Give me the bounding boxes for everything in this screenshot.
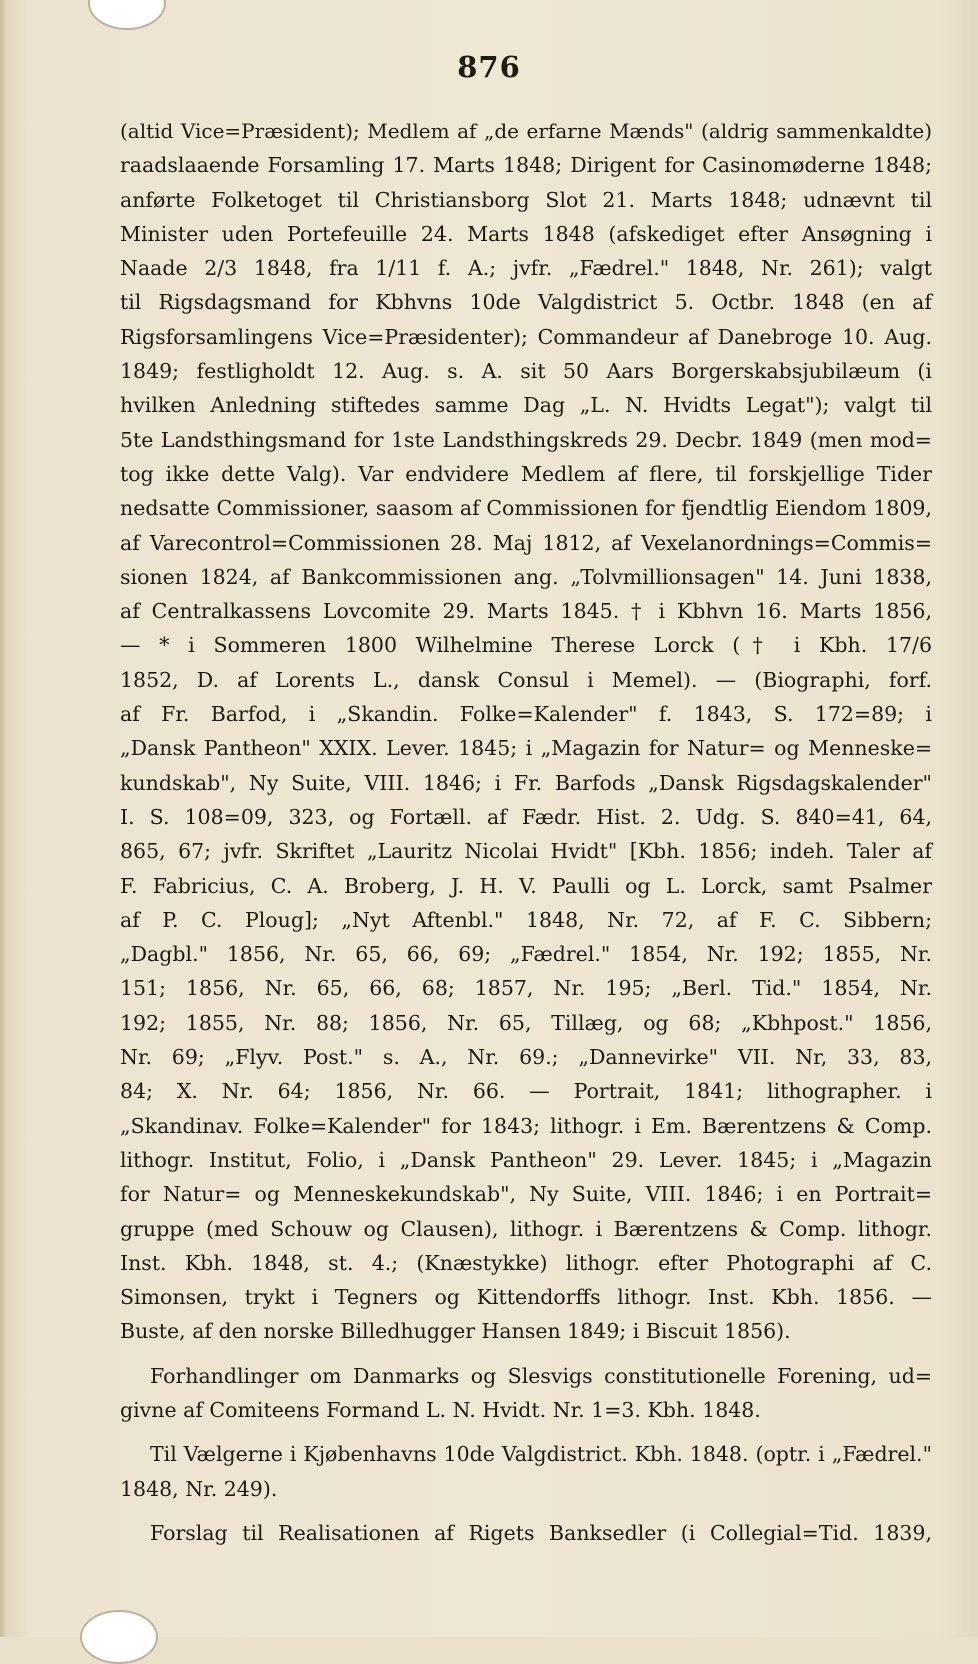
text-line: tog ikke dette Valg). Var endvidere Medlem af flere, til forskjellige Tider: [120, 461, 932, 486]
text-line: 5te Landsthingsmand for 1ste Landsthingskreds 29. Decbr. 1849 (men mod=: [120, 427, 932, 452]
text-line: — * i Sommeren 1800 Wilhelmine Therese Lorck († i Kbh. 17/6: [120, 633, 932, 658]
text-line: sionen 1824, af Bankcommissionen ang. „Tolvmillionsagen" 14. Juni 1838,: [120, 564, 932, 589]
text-line: af Fr. Barfod, i „Skandin. Folke=Kalender" f. 1843, S. 172=89; i: [120, 702, 932, 727]
text-line: af P. C. Ploug]; „Nyt Aftenbl." 1848, Nr. 72, af F. C. Sibbern;: [120, 907, 932, 932]
text-line: lithogr. Institut, Folio, i „Dansk Pantheon" 29. Lever. 1845; i „Magazin: [120, 1147, 932, 1172]
text-line: F. Fabricius, C. A. Broberg, J. H. V. Paulli og L. Lorck, samt Psalmer: [120, 873, 932, 898]
text-line: Forslag til Realisationen af Rigets Banksedler (i Collegial=Tid. 1839,: [150, 1520, 932, 1545]
text-line: 1849; festligholdt 12. Aug. s. A. sit 50 Aars Borgerskabsjubilæum (i: [120, 359, 932, 384]
text-line: anførte Folketoget til Christiansborg Slot 21. Marts 1848; udnævnt til: [120, 187, 932, 212]
biography-text: [120, 114, 932, 1550]
text-line: Forhandlinger om Danmarks og Slesvigs constitutionelle Forening, ud=: [150, 1363, 932, 1388]
text-line: af Centralkassens Lovcomite 29. Marts 1845. † i Kbhvn 16. Marts 1856,: [120, 599, 932, 624]
text-line: „Dagbl." 1856, Nr. 65, 66, 69; „Fædrel." 1854, Nr. 192; 1855, Nr.: [120, 942, 932, 967]
punch-hole-top: [88, 0, 166, 30]
text-line: „Skandinav. Folke=Kalender" for 1843; lithogr. i Em. Bærentzens & Comp.: [120, 1113, 932, 1138]
text-line: Minister uden Portefeuille 24. Marts 1848 (afskediget efter Ansøgning i: [120, 221, 932, 246]
text-line: 192; 1855, Nr. 88; 1856, Nr. 65, Tillæg, og 68; „Kbhpost." 1856,: [120, 1010, 932, 1035]
text-line: Buste, af den norske Billedhugger Hansen 1849; i Biscuit 1856).: [120, 1319, 791, 1344]
bibliography-entry: [120, 1437, 932, 1506]
text-line: gruppe (med Schouw og Clausen), lithogr. i Bærentzens & Comp. lithogr.: [120, 1216, 932, 1241]
text-line: for Natur= og Menneskekundskab", Ny Suite, VIII. 1846; i en Portrait=: [120, 1182, 932, 1207]
text-line: 84; X. Nr. 64; 1856, Nr. 66. — Portrait, 1841; lithographer. i: [120, 1079, 932, 1104]
page-edge-shadow: [0, 0, 6, 1637]
bibliography-entry: [120, 1516, 932, 1550]
text-line: Rigsforsamlingens Vice=Præsidenter); Commandeur af Danebroge 10. Aug.: [120, 324, 932, 349]
text-line: Inst. Kbh. 1848, st. 4.; (Knæstykke) lithogr. efter Photographi af C.: [120, 1250, 932, 1275]
text-line: til Rigsdagsmand for Kbhvns 10de Valgdistrict 5. Octbr. 1848 (en af: [120, 290, 932, 315]
text-line: Simonsen, trykt i Tegners og Kittendorffs lithogr. Inst. Kbh. 1856. —: [120, 1285, 932, 1310]
text-line: kundskab", Ny Suite, VIII. 1846; i Fr. Barfods „Dansk Rigsdagskalender": [120, 770, 932, 795]
text-line: Til Vælgerne i Kjøbenhavns 10de Valgdistrict. Kbh. 1848. (optr. i „Fædrel.": [150, 1442, 932, 1467]
text-line: nedsatte Commissioner, saasom af Commissionen for fjendtlig Eiendom 1809,: [120, 496, 932, 521]
text-line: 1848, Nr. 249).: [120, 1476, 278, 1501]
text-line: „Dansk Pantheon" XXIX. Lever. 1845; i „Magazin for Natur= og Menneske=: [120, 736, 932, 761]
text-line: Naade 2/3 1848, fra 1/11 f. A.; jvfr. „Fædrel." 1848, Nr. 261); valgt: [120, 256, 932, 281]
text-line: (altid Vice=Præsident); Medlem af „de erfarne Mænds" (aldrig sammenkaldte): [120, 119, 932, 143]
text-line: hvilken Anledning stiftedes samme Dag „L. N. Hvidts Legat"); valgt til: [120, 393, 932, 418]
bibliography-entry: [120, 1359, 932, 1428]
text-line: raadslaaende Forsamling 17. Marts 1848; Dirigent for Casinomøderne 1848;: [120, 153, 932, 178]
punch-hole-bottom: [80, 1610, 158, 1664]
page-number: 876: [457, 50, 521, 84]
text-line: af Varecontrol=Commissionen 28. Maj 1812, af Vexelanordnings=Commis=: [120, 530, 932, 555]
text-line: Nr. 69; „Flyv. Post." s. A., Nr. 69.; „Dannevirke" VII. Nr, 33, 83,: [120, 1045, 932, 1070]
text-line: 865, 67; jvfr. Skriftet „Lauritz Nicolai Hvidt" [Kbh. 1856; indeh. Taler af: [120, 839, 932, 864]
text-line: I. S. 108=09, 323, og Fortæll. af Fædr. Hist. 2. Udg. S. 840=41, 64,: [120, 804, 932, 829]
text-line: 151; 1856, Nr. 65, 66, 68; 1857, Nr. 195; „Berl. Tid." 1854, Nr.: [120, 976, 932, 1001]
text-line: 1852, D. af Lorents L., dansk Consul i Memel). — (Biographi, forf.: [120, 667, 932, 692]
text-line: givne af Comiteens Formand L. N. Hvidt. Nr. 1=3. Kbh. 1848.: [120, 1397, 761, 1422]
